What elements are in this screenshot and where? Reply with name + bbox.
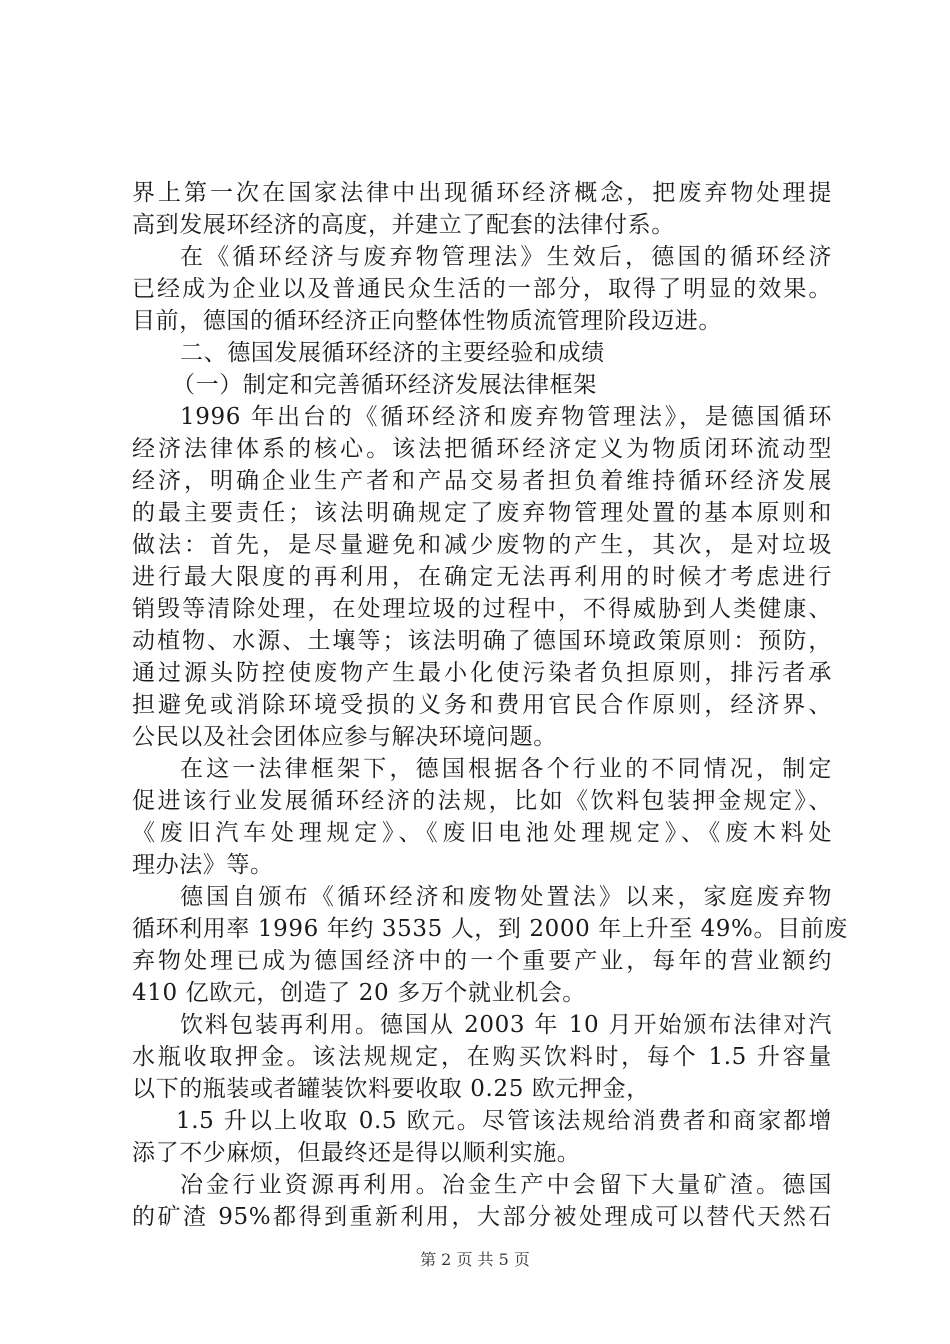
text-line: 动植物、水源、土壤等；该法明确了德国环境政策原则：预防， bbox=[132, 628, 832, 654]
text-line: 促进该行业发展循环经济的法规，比如《饮料包装押金规定》、 bbox=[132, 788, 832, 814]
text-line: 水瓶收取押金。该法规规定，在购买饮料时，每个 1.5 升容量 bbox=[132, 1044, 832, 1070]
text-line: （一）制定和完善循环经济发展法律框架 bbox=[172, 372, 597, 398]
text-line: 高到发展环经济的高度，并建立了配套的法律付系。 bbox=[132, 212, 675, 238]
text-line: 在这一法律框架下，德国根据各个行业的不同情况，制定 bbox=[180, 756, 832, 782]
text-line: 1996 年出台的《循环经济和废弃物管理法》，是德国循环 bbox=[180, 404, 832, 430]
text-line: 以下的瓶装或者罐装饮料要收取 0.25 欧元押金， bbox=[132, 1076, 650, 1102]
text-line: 德国自颁布《循环经济和废物处置法》以来，家庭废弃物 bbox=[180, 884, 832, 910]
text-line: 销毁等清除处理，在处理垃圾的过程中，不得威胁到人类健康、 bbox=[132, 596, 832, 622]
text-line: 在《循环经济与废弃物管理法》生效后，德国的循环经济 bbox=[180, 244, 832, 270]
text-line: 冶金行业资源再利用。冶金生产中会留下大量矿渣。德国 bbox=[180, 1172, 832, 1198]
text-line: 担避免或消除环境受损的义务和费用官民合作原则，经济界、 bbox=[132, 692, 832, 718]
text-line: 1.5 升以上收取 0.5 欧元。尽管该法规给消费者和商家都增 bbox=[176, 1108, 832, 1134]
text-line: 界上第一次在国家法律中出现循环经济概念，把废弃物处理提 bbox=[132, 180, 832, 206]
text-line: 经济法律体系的核心。该法把循环经济定义为物质闭环流动型 bbox=[132, 436, 832, 462]
text-line: 弃物处理已成为德国经济中的一个重要产业，每年的营业额约 bbox=[132, 948, 832, 974]
text-line: 循环利用率 1996 年约 3535 人，到 2000 年上升至 49%。目前废 bbox=[132, 916, 848, 942]
text-line: 添了不少麻烦，但最终还是得以顺利实施。 bbox=[132, 1140, 581, 1166]
text-line: 经济，明确企业生产者和产品交易者担负着维持循环经济发展 bbox=[132, 468, 832, 494]
text-line: 进行最大限度的再利用，在确定无法再利用的时候才考虑进行 bbox=[132, 564, 832, 590]
text-line: 已经成为企业以及普通民众生活的一部分，取得了明显的效果。 bbox=[132, 276, 832, 302]
text-line: 目前，德国的循环经济正向整体性物质流管理阶段迈进。 bbox=[132, 308, 722, 334]
text-line: 理办法》等。 bbox=[132, 852, 274, 878]
text-line: 410 亿欧元，创造了 20 多万个就业机会。 bbox=[132, 980, 586, 1006]
text-line: 二、德国发展循环经济的主要经验和成绩 bbox=[180, 340, 605, 366]
page-footer: 第 2 页 共 5 页 bbox=[420, 1250, 530, 1269]
text-line: 通过源头防控使废物产生最小化使污染者负担原则，排污者承 bbox=[132, 660, 832, 686]
text-line: 饮料包装再利用。德国从 2003 年 10 月开始颁布法律对汽 bbox=[180, 1012, 832, 1038]
text-line: 公民以及社会团体应参与解决环境问题。 bbox=[132, 724, 557, 750]
text-line: 的矿渣 95%都得到重新利用，大部分被处理成可以替代天然石 bbox=[132, 1204, 832, 1230]
text-line: 做法：首先，是尽量避免和减少废物的产生，其次，是对垃圾 bbox=[132, 532, 832, 558]
text-line: 《废旧汽车处理规定》、《废旧电池处理规定》、《废木料处 bbox=[132, 820, 832, 846]
text-line: 的最主要责任；该法明确规定了废弃物管理处置的基本原则和 bbox=[132, 500, 832, 526]
